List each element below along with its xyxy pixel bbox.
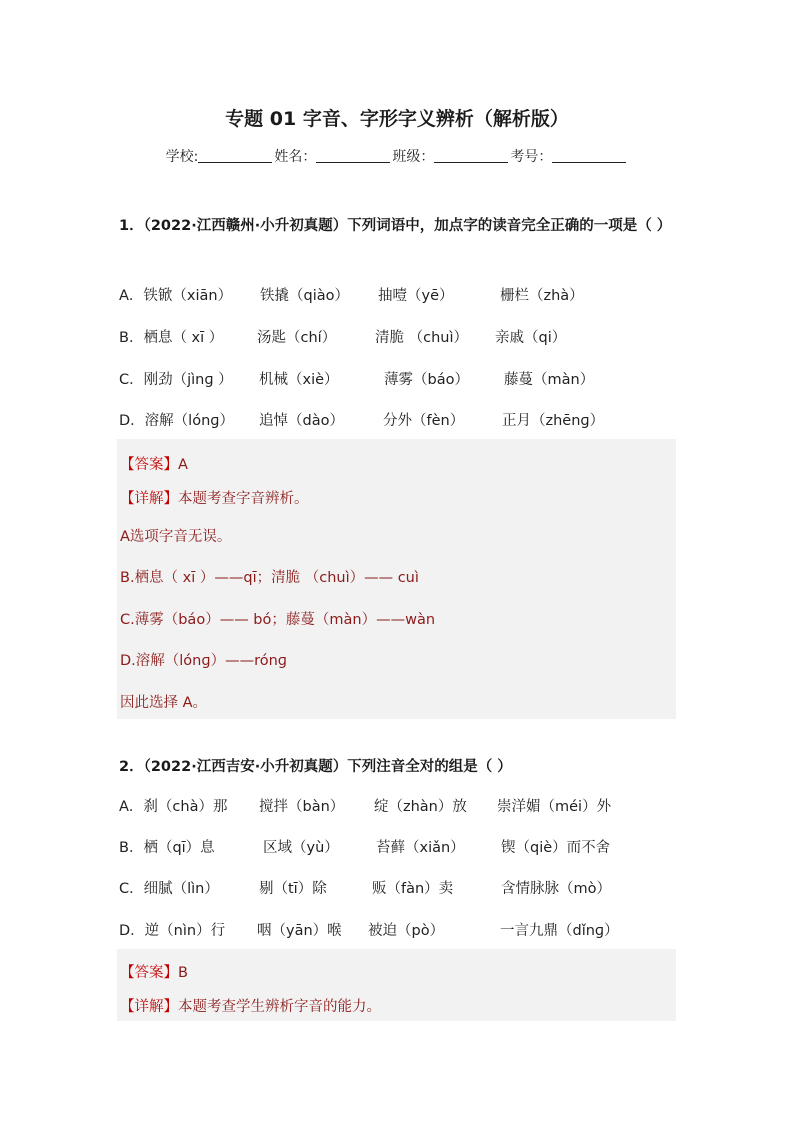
q2-answer-line (120, 961, 188, 982)
q1-d-1: D．溶解（lónɡ） (119, 413, 234, 429)
q2-answer-box (117, 949, 676, 1021)
q1-d-3: 分外（fèn） (383, 413, 465, 429)
q2-c-3: 贩（fàn）卖 (372, 881, 454, 897)
q1-explain-line: A选项字音无误。 (120, 529, 232, 545)
q1-d-4: 正月（zhēnɡ） (502, 413, 605, 429)
q2-b-1: B．栖（qī）息 (119, 840, 215, 856)
school-label: 学校: (165, 149, 199, 165)
class-label: 班级： (392, 149, 435, 165)
q2-detail-line (120, 995, 381, 1016)
q1-detail-text: 本题考查字音辨析。 (178, 491, 309, 507)
q2-c-2: 剔（tī）除 (259, 881, 327, 897)
q2-answer-value: B (178, 965, 188, 981)
q1-detail-line (120, 487, 309, 508)
q2-c-1: C．细腻（lìn） (119, 881, 219, 897)
q2-detail-text: 本题考查学生辨析字音的能力。 (178, 999, 381, 1015)
q2-b-3: 苔藓（xiǎn） (376, 840, 465, 856)
q1-c-4: 藤蔓（màn） (504, 372, 595, 388)
q2-a-3: 绽（zhàn）放 (374, 799, 467, 815)
school-blank[interactable] (198, 148, 272, 163)
q1-d-2: 追悼（dào） (259, 413, 344, 429)
q1-b-1: B．栖息（ xī ） (119, 330, 224, 346)
q1-a-1: A．铁锨（xiān） (119, 288, 233, 304)
name-label: 姓名： (274, 149, 317, 165)
class-blank[interactable] (434, 148, 508, 163)
q2-b-2: 区域（yù） (263, 840, 339, 856)
q1-c-2: 机械（xiè） (259, 372, 339, 388)
q1-c-1: C．刚劲（jìnɡ ） (119, 372, 233, 388)
question-1-head: 1．（2022·江西赣州·小升初真题）下列词语中，加点字的读音完全正确的一项是（ ） (119, 218, 672, 234)
q1-a-2: 铁撬（qiào） (260, 288, 349, 304)
q2-detail-tag: 【详解】 (120, 999, 178, 1015)
q1-explain-line: D.溶解（lónɡ）——rónɡ (120, 653, 287, 669)
q1-answer-value: A (178, 457, 188, 473)
q2-d-4: 一言九鼎（dǐnɡ） (500, 923, 619, 939)
name-blank[interactable] (316, 148, 390, 163)
q2-a-4: 崇洋媚（méi）外 (497, 799, 612, 815)
q1-answer-line (120, 453, 188, 474)
q1-answer-box (117, 439, 676, 719)
number-label: 考号： (510, 149, 553, 165)
q2-c-4: 含情脉脉（mò） (501, 881, 611, 897)
q2-d-2: 咽（yān）喉 (257, 923, 342, 939)
q2-answer-tag: 【答案】 (120, 965, 178, 981)
q1-b-2: 汤匙（chí） (257, 330, 337, 346)
q2-b-4: 锲（qiè）而不舍 (501, 840, 611, 856)
q1-answer-tag: 【答案】 (120, 457, 178, 473)
q2-a-2: 搅拌（bàn） (259, 799, 345, 815)
page-title: 专题 01 字音、字形字义辨析（解析版） (225, 108, 569, 130)
q1-explain-line: C.薄雾（báo）—— bó；藤蔓（màn）——wàn (120, 612, 436, 628)
q2-d-3: 被迫（pò） (368, 923, 445, 939)
q1-explain-line: 因此选择 A。 (120, 695, 208, 711)
q1-c-3: 薄雾（báo） (384, 372, 469, 388)
q1-a-3: 抽噎（yē） (378, 288, 454, 304)
number-blank[interactable] (552, 148, 626, 163)
q1-detail-tag: 【详解】 (120, 491, 178, 507)
q1-b-3: 清脆 （chuì） (375, 330, 468, 346)
q2-d-1: D．逆（nìn）行 (119, 923, 226, 939)
q1-explain-line: B.栖息（ xī ）——qī；清脆 （chuì）—— cuì (120, 570, 419, 586)
q1-a-4: 栅栏（zhà） (500, 288, 584, 304)
student-info-line (0, 146, 794, 166)
q1-b-4: 亲戚（qi） (495, 330, 567, 346)
q2-a-1: A．刹（chà）那 (119, 799, 228, 815)
question-2-head: 2．（2022·江西吉安·小升初真题）下列注音全对的组是（ ） (119, 759, 512, 775)
